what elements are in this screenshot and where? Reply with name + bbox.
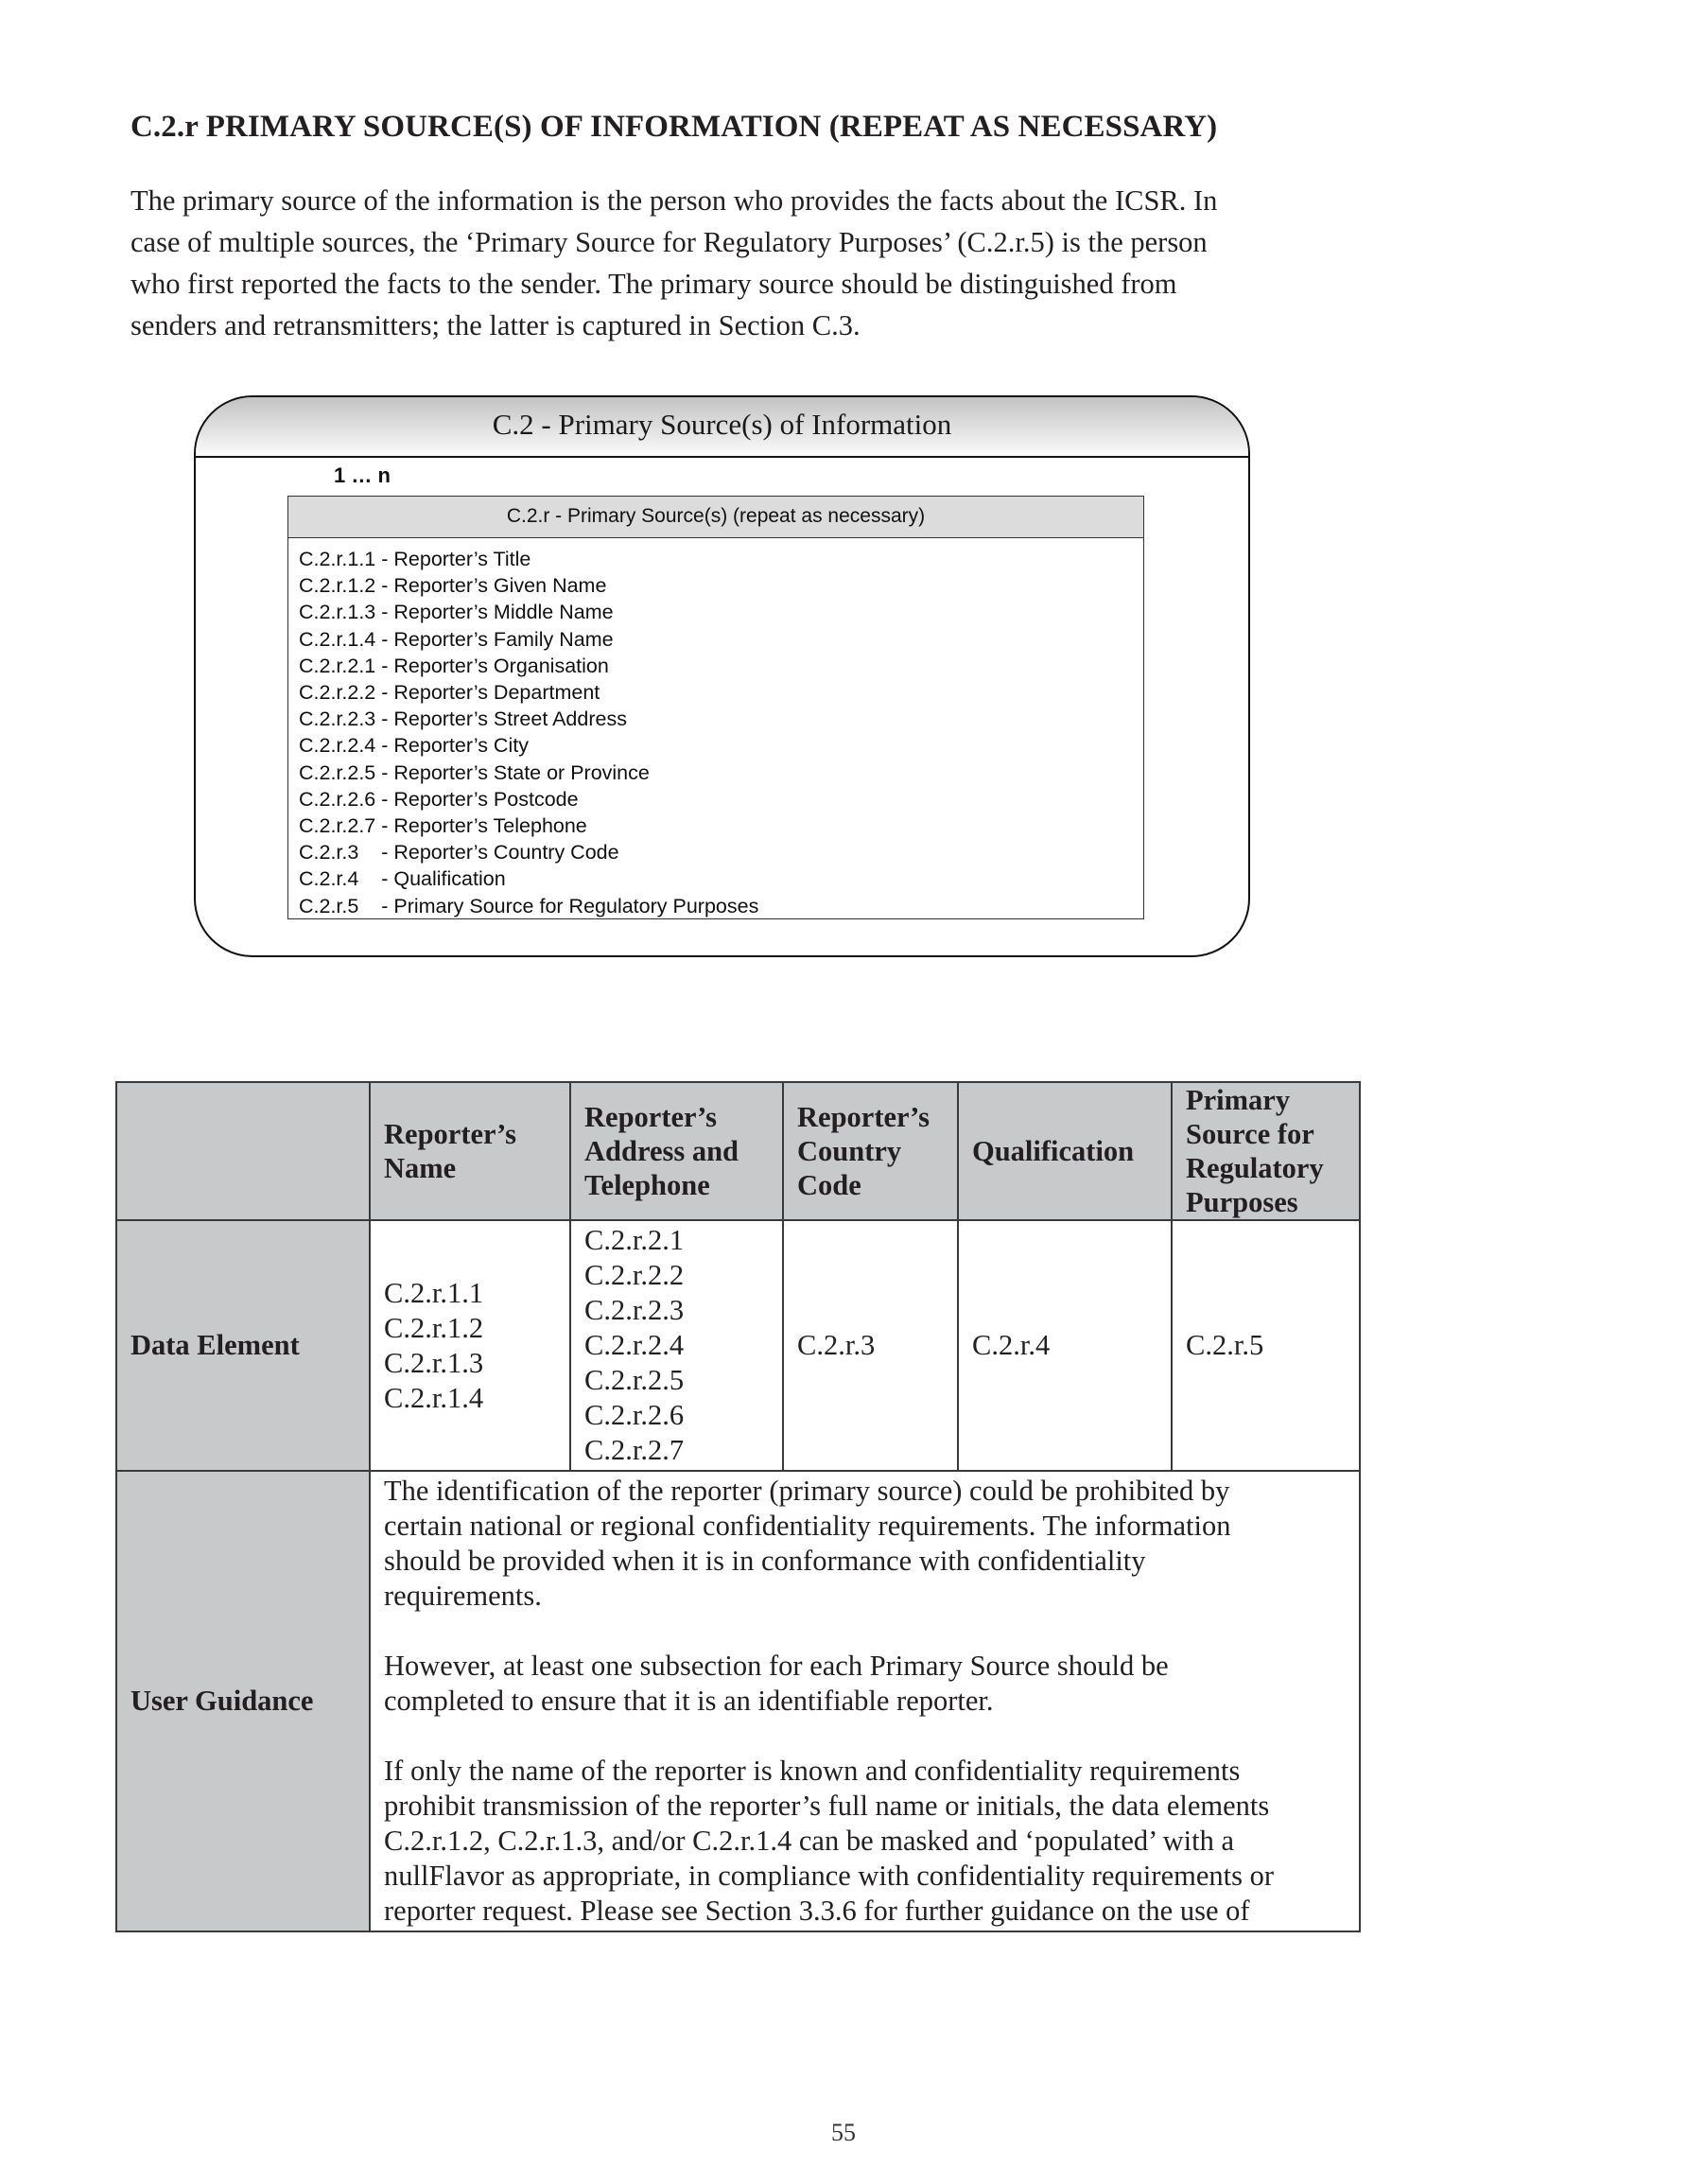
guidance-paragraph: The identification of the reporter (primary source) could be prohibited by certain national or regional confidentiality requirements. The information should be provided when it is in conformance with confidentiality requirements. (384, 1475, 1231, 1612)
page-number: 55 (831, 2119, 856, 2146)
header-primary-source: Primary Source for Regulatory Purposes (1172, 1082, 1360, 1220)
diagram-inner-box (287, 496, 1144, 919)
diagram-element: C.2.r.1.3 - Reporter’s Middle Name (299, 601, 614, 624)
intro-line: who first reported the facts to the sender. The primary source should be distinguished from (130, 268, 1177, 300)
diagram-element: C.2.r.1.1 - Reporter’s Title (299, 548, 531, 570)
diagram-element: C.2.r.1.2 - Reporter’s Given Name (299, 574, 607, 598)
intro-line: senders and retransmitters; the latter is captured in Section C.3. (130, 309, 861, 341)
diagram-element: C.2.r.2.4 - Reporter’s City (299, 734, 529, 758)
header-empty-cell (116, 1082, 370, 1220)
diagram-element: C.2.r.2.1 - Reporter’s Organisation (299, 654, 609, 677)
header-reporter-address: Reporter’s Address and Telephone (570, 1082, 783, 1220)
cell-address-elements: C.2.r.2.1 C.2.r.2.2 C.2.r.2.3 C.2.r.2.4 C.2.r.2.5 C.2.r.2.6 C.2.r.2.7 (570, 1220, 783, 1471)
diagram-element: C.2.r.2.5 - Reporter’s State or Province (299, 760, 650, 784)
header-qualification: Qualification (958, 1082, 1172, 1220)
intro-line: case of multiple sources, the ‘Primary Source for Regulatory Purposes’ (C.2.r.5) is the person (130, 226, 1208, 258)
diagram-element: C.2.r.2.7 - Reporter’s Telephone (299, 814, 587, 838)
row-label-user-guidance: User Guidance (116, 1471, 370, 1931)
guidance-paragraph: However, at least one subsection for each Primary Source should be completed to ensure that it is an identifiable reporter. (384, 1650, 1169, 1717)
diagram-element: C.2.r.2.3 - Reporter’s Street Address (299, 708, 627, 731)
header-reporter-country: Reporter’s Country Code (783, 1082, 958, 1220)
diagram-inner-title: C.2.r - Primary Source(s) (repeat as necessary) (288, 497, 1143, 538)
section-heading: C.2.r PRIMARY SOURCE(S) OF INFORMATION (REPEAT AS NECESSARY) (130, 110, 1218, 144)
table-header-row (116, 1082, 1360, 1220)
cardinality-label: 1 … n (334, 463, 391, 487)
cell-qualification-element: C.2.r.4 (958, 1220, 1172, 1471)
diagram-element: C.2.r.1.4 - Reporter’s Family Name (299, 627, 614, 651)
data-element-table (115, 1081, 1361, 1932)
diagram-element: C.2.r.2.2 - Reporter’s Department (299, 681, 600, 705)
diagram-element: C.2.r.2.6 - Reporter’s Postcode (299, 787, 579, 811)
diagram-header (196, 397, 1248, 458)
header-reporter-name: Reporter’s Name (370, 1082, 570, 1220)
diagram-element: C.2.r.4 - Qualification (299, 867, 506, 891)
intro-line: The primary source of the information is the person who provides the facts about the ICSR. In (130, 184, 1218, 217)
diagram-element: C.2.r.3 - Reporter’s Country Code (299, 841, 619, 865)
primary-source-diagram (194, 395, 1250, 957)
table-row-user-guidance (116, 1471, 1360, 1931)
cell-country-element: C.2.r.3 (783, 1220, 958, 1471)
diagram-title: C.2 - Primary Source(s) of Information (492, 408, 952, 441)
table-row-data-element (116, 1220, 1360, 1471)
diagram-element: C.2.r.5 - Primary Source for Regulatory Purposes (299, 894, 759, 917)
intro-paragraph (130, 180, 1322, 346)
guidance-paragraph: If only the name of the reporter is known and confidentiality requirements prohibit transmission of the reporter’s full name or initials, the data elements C.2.r.1.2, C.2.r.1.3, and/or C.2.r.1.4 can be masked and ‘populated’ with a nullFlavor as appropriate, in compliance with confidentiality requirements or reporter request. Please see Section 3.3.6 for further guidance on the use of (384, 1755, 1274, 1927)
user-guidance-text (370, 1471, 1360, 1931)
cell-name-elements: C.2.r.1.1 C.2.r.1.2 C.2.r.1.3 C.2.r.1.4 (370, 1220, 570, 1471)
cell-primary-source-element: C.2.r.5 (1172, 1220, 1360, 1471)
row-label-data-element: Data Element (116, 1220, 370, 1471)
diagram-element-list (288, 538, 1143, 919)
